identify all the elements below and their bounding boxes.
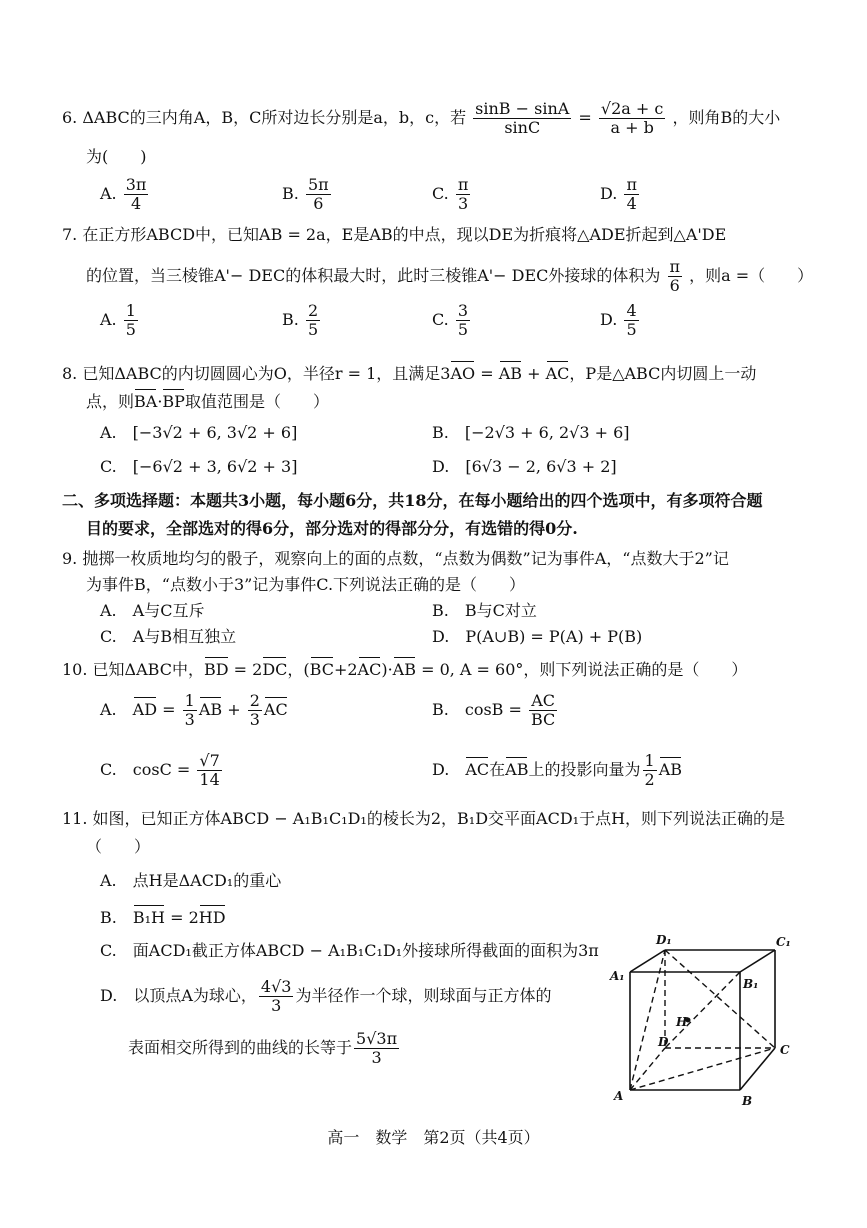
label-a: A (614, 1089, 624, 1103)
q10-option-d: D. AC在AB上的投影向量为 $\frac{1}{2}$ AB (432, 751, 682, 789)
q6-stem-end: 为( ) (86, 147, 147, 166)
label-b1: B₁ (743, 977, 759, 991)
q6-option-c: C. $\frac{\pi}{3}$ (432, 175, 469, 213)
q6-stem-tail: ，则角B的大小 (672, 108, 781, 127)
label-d: D (658, 1035, 669, 1049)
q6-option-a: A. $\frac{3\pi}{4}$ (100, 175, 147, 213)
q10-option-b: B. cosB = $\frac{AC}{BC}$ (432, 691, 556, 729)
q7-option-d: D. $\frac{4}{5}$ (600, 301, 637, 339)
q6-lhs-fraction: $\frac{\sin B - \sin A}{\sin C}$ (475, 99, 570, 137)
q11-option-a: A. 点H是ΔACD₁的重心 (100, 871, 282, 890)
label-c: C (780, 1043, 790, 1057)
q8-option-b: B. [−2√3 + 6, 2√3 + 6] (432, 423, 630, 442)
page-footer: 高一 数学 第2页（共4页） (327, 1128, 540, 1147)
q7-option-a: A. $\frac{1}{5}$ (100, 301, 136, 339)
q10-option-a: A. AD = $\frac{1}{3}$ AB + $\frac{2}{3}$ AC (100, 691, 288, 729)
q11-stem-line2: （ ） (86, 837, 151, 856)
q9-stem: 9. 抛掷一枚质地均匀的骰子，观察向上的面的点数，“点数为偶数”记为事件A，“点数大于2”记 (62, 549, 729, 568)
q7-stem-line2: 的位置，当三棱锥A'− DEC的体积最大时，此时三棱锥A'− DEC外接球的体积为 $\frac{\pi}{6}$ ，则a =（ ） (86, 257, 814, 295)
q6-stem-text: ΔABC的三内角A，B，C所对边长分别是a，b，c，若 (82, 108, 467, 127)
q6-option-d: D. $\frac{\pi}{4}$ (600, 175, 637, 213)
label-b: B (742, 1094, 753, 1108)
q9-option-a: A. A与C互斥 (100, 601, 205, 620)
q8-option-a: A. [−3√2 + 6, 3√2 + 6] (100, 423, 298, 442)
label-c1: C₁ (776, 935, 791, 949)
q8-stem-line2: 点，则BA·BP取值范围是（ ） (86, 388, 329, 413)
q7-option-b: B. $\frac{2}{5}$ (282, 301, 319, 339)
label-d1: D₁ (656, 933, 672, 947)
q6-rhs-fraction: $\frac{√2a + c}{a + b}$ (600, 99, 664, 137)
q9-option-d: D. P(A∪B) = P(A) + P(B) (432, 627, 643, 646)
section2-heading: 二、多项选择题：本题共3小题，每小题6分，共18分，在每小题给出的四个选项中，有多项符合题 (62, 491, 763, 510)
q11-option-b: B. B₁H = 2HD (100, 904, 226, 929)
q6-option-b: B. $\frac{5\pi}{6}$ (282, 175, 329, 213)
q11-stem: 11. 如图，已知正方体ABCD − A₁B₁C₁D₁的棱长为2，B₁D交平面ACD₁于点H，则下列说法正确的是 (62, 809, 786, 828)
q6-stem: 6. ΔABC的三内角A，B，C所对边长分别是a，b，c，若 $\frac{\sin B - \sin A}{\sin C}$ = $\frac{√2a + c}{a + b}$ ，则角B的大小 (62, 99, 781, 137)
q6-number: 6. (62, 108, 78, 127)
q8-stem: 8. 已知ΔABC的内切圆圆心为O，半径r = 1，且满足3AO = AB + AC，P是△ABC内切圆上一动 (62, 360, 756, 385)
q8-option-d: D. [6√3 − 2, 6√3 + 2] (432, 457, 617, 476)
q11-option-d-line2: 表面相交所得到的曲线的长等于 $\frac{5√3\pi}{3}$ (128, 1029, 398, 1067)
q9-option-c: C. A与B相互独立 (100, 627, 237, 646)
section2-heading-line2: 目的要求，全部选对的得6分，部分选对的得部分分，有选错的得0分. (86, 519, 578, 538)
label-h: H (676, 1015, 688, 1029)
label-a1: A₁ (610, 969, 625, 983)
q10-option-c: C. cosC = $\frac{√7}{14}$ (100, 751, 220, 789)
q11-option-c: C. 面ACD₁截正方体ABCD − A₁B₁C₁D₁外接球所得截面的面积为3π (100, 941, 599, 960)
q9-stem-line2: 为事件B，“点数小于3”记为事件C.下列说法正确的是（ ） (86, 575, 526, 594)
q11-option-d: D. 以顶点A为球心， $\frac{4√3}{3}$ 为半径作一个球，则球面与正方体的 (100, 977, 552, 1015)
cube-figure (600, 930, 810, 1110)
q7-option-c: C. $\frac{3}{5}$ (432, 301, 469, 339)
q10-stem: 10. 已知ΔABC中，BD = 2DC，(BC+2AC)·AB = 0, A = 60°，则下列说法正确的是（ ） (62, 656, 747, 681)
q8-option-c: C. [−6√2 + 3, 6√2 + 3] (100, 457, 298, 476)
q7-stem: 7. 在正方形ABCD中，已知AB = 2a，E是AB的中点，现以DE为折痕将△ADE折起到△A'DE (62, 225, 727, 244)
q9-option-b: B. B与C对立 (432, 601, 537, 620)
